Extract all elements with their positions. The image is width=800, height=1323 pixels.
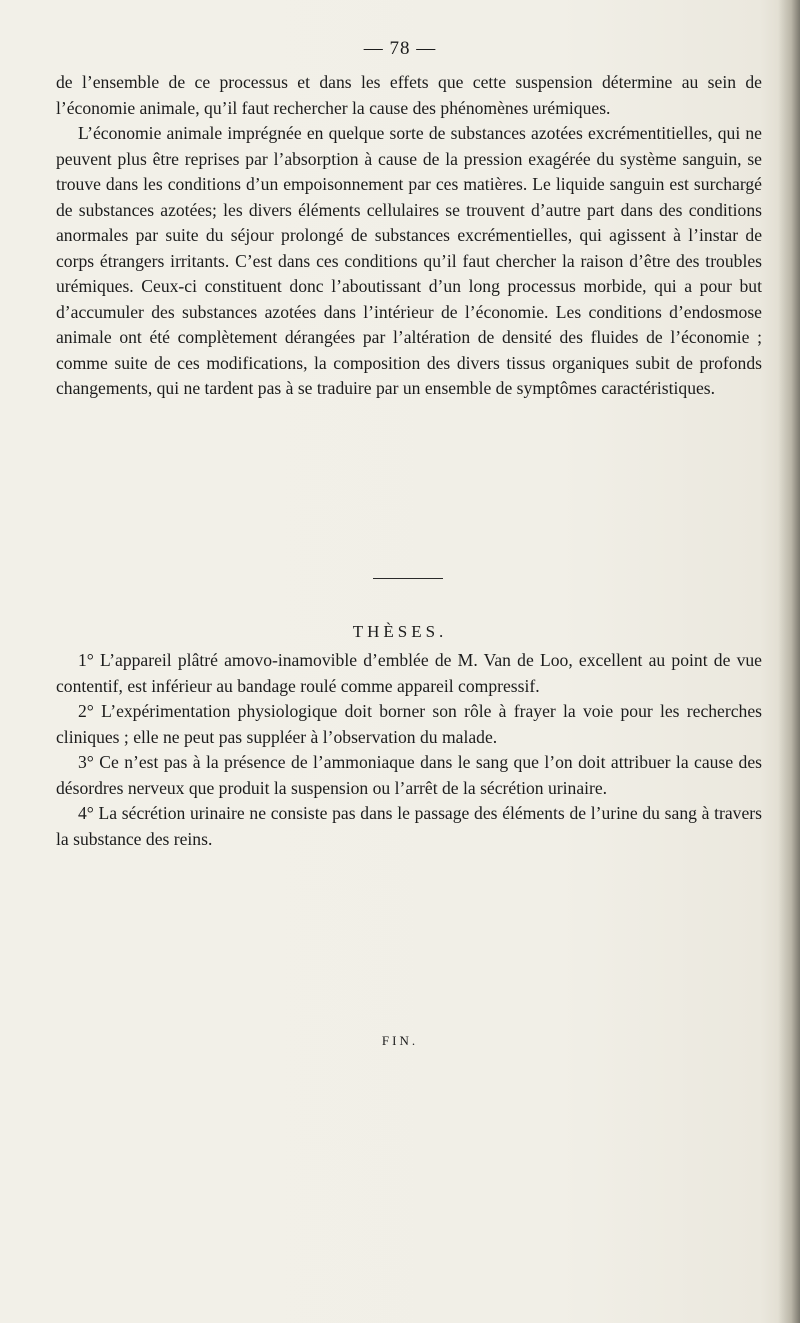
theses-list — [56, 648, 762, 852]
page-edge-shadow — [778, 0, 800, 1323]
body-text — [56, 70, 762, 402]
section-heading: THÈSES. — [352, 622, 448, 641]
thesis-item: 1° L’appareil plâtré amovo-inamovible d’emblée de M. Van de Loo, excellent au point de vue contentif, est inférieur au bandage roulé comme appareil compressif. — [56, 650, 762, 696]
end-mark: FIN. — [381, 1033, 419, 1048]
paragraph-continuation: de l’ensemble de ce processus et dans les effets que cette suspension détermine au sein de l’économie animale, qu’il faut rechercher la cause des phénomènes urémiques. — [56, 72, 762, 118]
thesis-item: 4° La sécrétion urinaire ne consiste pas dans le passage des éléments de l’urine du sang à travers la substance des reins. — [56, 803, 762, 849]
thesis-item: 3° Ce n’est pas à la présence de l’ammoniaque dans le sang que l’on doit attribuer la cause des désordres nerveux que produit la suspension ou l’arrêt de la sécrétion urinaire. — [56, 752, 762, 798]
paragraph: L’économie animale imprégnée en quelque sorte de substances azotées excrémentitielles, qui ne peuvent plus être reprises par l’absorption à cause de la pression exagérée du système sanguin, se trouve dans les conditions d’un empoisonnement par ces matières. Le liquide sanguin est surchargé de substances azotées; les divers éléments cellulaires se trouvent d’autre part dans des conditions anormales par suite du séjour prolongé de substances excrémentielles, qui agissent à l’instar de corps étrangers irritants. C’est dans ces conditions qu’il faut chercher la raison d’être des troubles urémiques. Ceux-ci constituent donc l’aboutissant d’un long processus morbide, qui a pour but d’accumuler des substances azotées dans l’intérieur de l’économie. Les conditions d’endosmose animale ont été complètement dérangées par l’altération de densité des fluides de l’économie ; comme suite de ces modifications, la composition des divers tissus organiques subit de profonds changements, qui ne tardent pas à se traduire par un ensemble de symptômes caractéristiques. — [56, 123, 762, 398]
section-divider — [373, 578, 443, 579]
page-number: — 78 — — [363, 38, 437, 59]
thesis-item: 2° L’expérimentation physiologique doit borner son rôle à frayer la voie pour les recherches cliniques ; elle ne peut pas suppléer à l’observation du malade. — [56, 701, 762, 747]
